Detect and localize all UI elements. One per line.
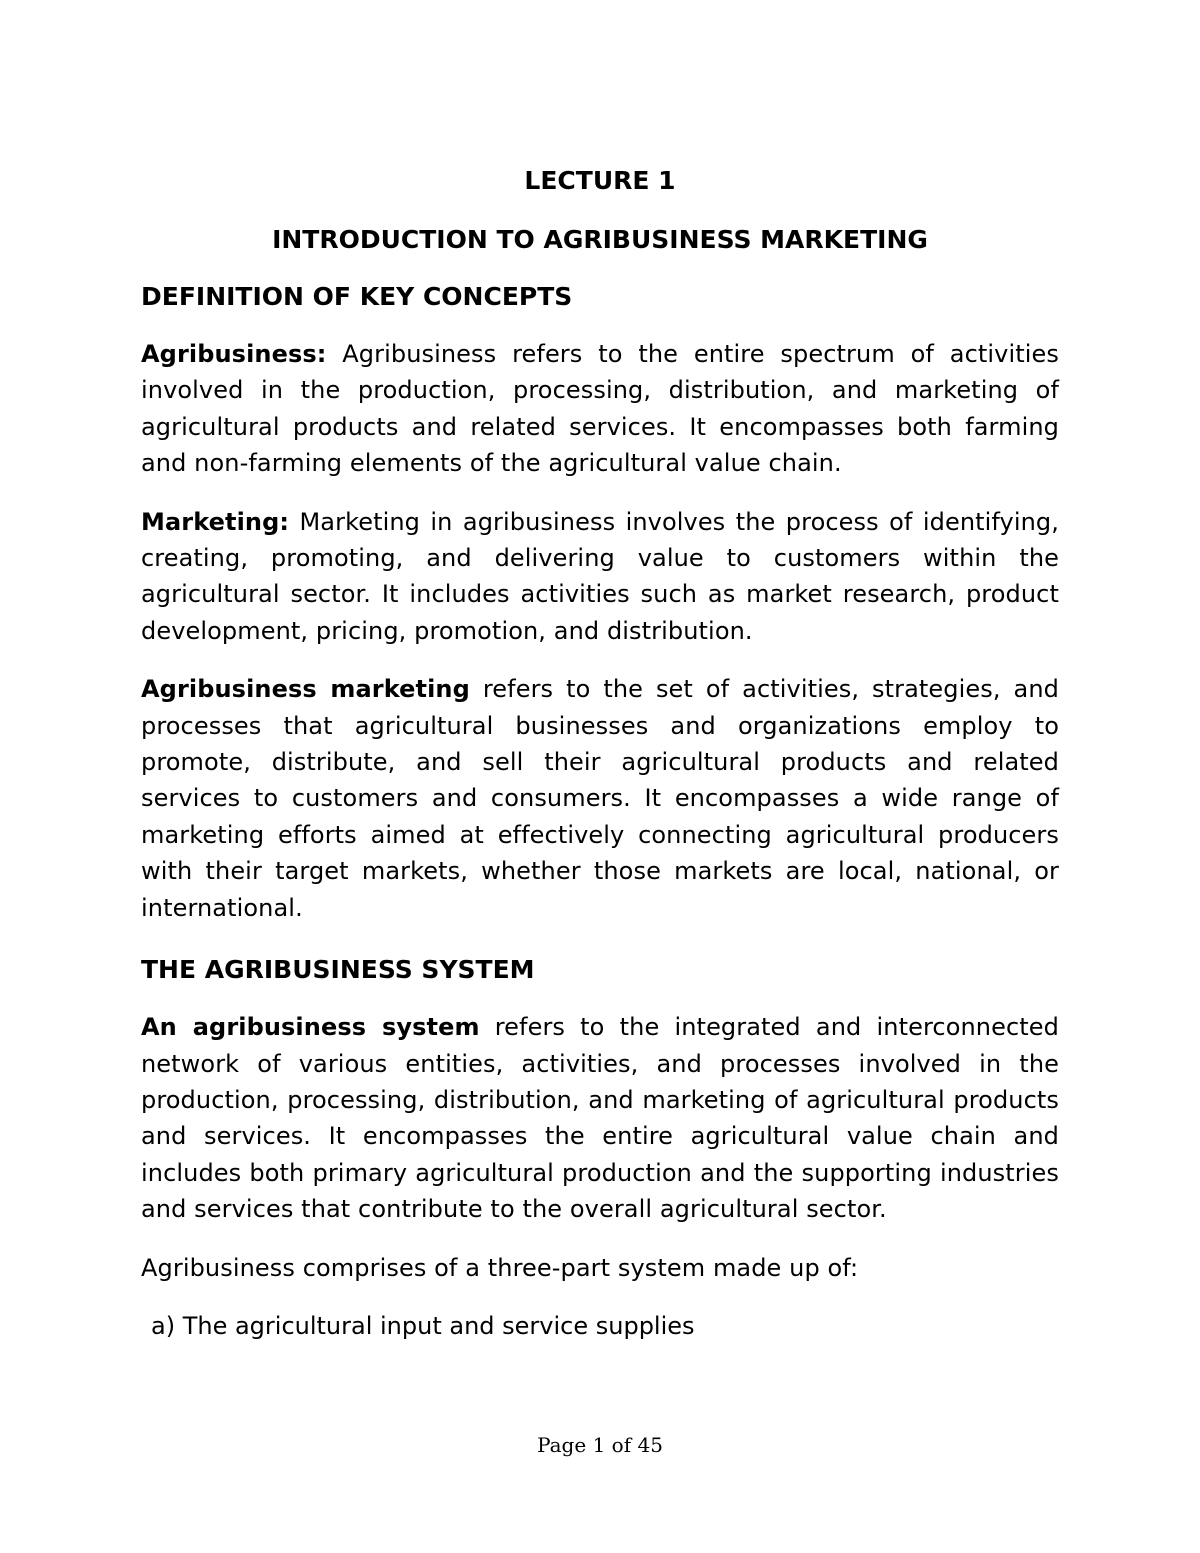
paragraph-three-part-system: Agribusiness comprises of a three-part system made up of: bbox=[141, 1253, 859, 1282]
section-heading-key-concepts: DEFINITION OF KEY CONCEPTS bbox=[141, 282, 573, 311]
definition-agribusiness: Agribusiness refers to the entire spectrum of activities involved in the production, processing, distribution, and marketing of agricultural products and related services. It encompasses both farming and non-farming elements of the agricultural value chain. bbox=[141, 340, 1059, 478]
page-label: Page bbox=[537, 1433, 593, 1457]
paragraph-agribusiness-marketing bbox=[141, 671, 1059, 926]
page-current: 1 bbox=[592, 1433, 606, 1457]
definition-agribusiness-marketing: refers to the set of activities, strategies, and processes that agricultural businesses and organizations employ to promote, distribute, and sell their agricultural products and related services to customers and consumers. It encompasses a wide range of marketing efforts aimed at effectively connecting agricultural producers with their target markets, whether those markets are local, national, or international. bbox=[141, 675, 1059, 922]
page-footer bbox=[0, 1432, 1200, 1458]
paragraph-agribusiness bbox=[141, 336, 1059, 482]
page-separator: of bbox=[605, 1433, 638, 1457]
term-agribusiness-marketing: Agribusiness marketing bbox=[141, 675, 470, 704]
lecture-number: LECTURE 1 bbox=[524, 166, 676, 195]
section-heading-agribusiness-system: THE AGRIBUSINESS SYSTEM bbox=[141, 955, 535, 985]
term-marketing: Marketing: bbox=[141, 507, 290, 536]
term-agribusiness-system: An agribusiness system bbox=[141, 1013, 480, 1042]
definition-marketing: Marketing in agribusiness involves the process of identifying, creating, promoting, and delivering value to customers within the agricultural sector. It includes activities such as market research, product development, pricing, promotion, and distribution. bbox=[141, 507, 1059, 645]
paragraph-agribusiness-system bbox=[141, 1009, 1059, 1227]
definition-agribusiness-system: refers to the integrated and interconnected network of various entities, activities, and processes involved in the production, processing, distribution, and marketing of agricultural products and services. It encompasses the entire agricultural value chain and includes both primary agricultural production and the supporting industries and services that contribute to the overall agricultural sector. bbox=[141, 1013, 1059, 1224]
list-item-a: a) The agricultural input and service supplies bbox=[151, 1311, 695, 1340]
lecture-title: INTRODUCTION TO AGRIBUSINESS MARKETING bbox=[272, 225, 928, 254]
page-total: 45 bbox=[637, 1433, 663, 1457]
term-agribusiness: Agribusiness: bbox=[141, 340, 327, 368]
paragraph-marketing bbox=[141, 504, 1059, 650]
page-content bbox=[141, 165, 1059, 1344]
